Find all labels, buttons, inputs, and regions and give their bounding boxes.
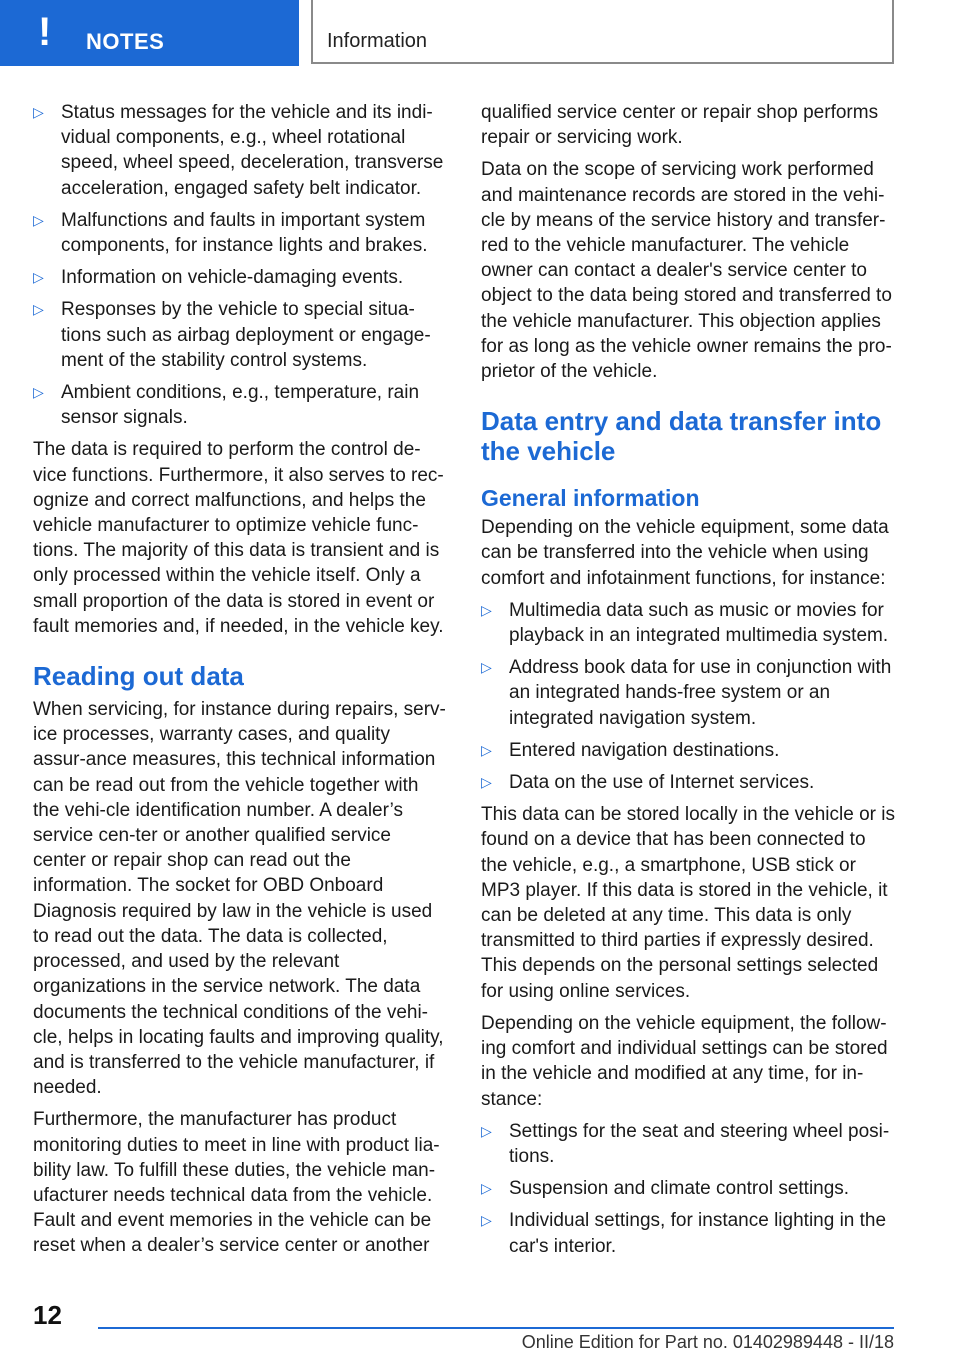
section-heading: Data entry and data transfer into the vehicle — [481, 406, 882, 467]
section-heading: Reading out data — [33, 661, 244, 692]
triangle-bullet-icon: ▷ — [481, 601, 492, 618]
triangle-bullet-icon: ▷ — [481, 1180, 492, 1197]
list-item: ▷ Malfunctions and faults in important system components, for instance lights and brakes. — [33, 209, 428, 257]
section-label: Information — [327, 30, 428, 52]
paragraph: This data can be stored locally in the vehicle or is found on a device that has been connected to the vehicle, e.g., a smartphone, USB stick or MP3 player. If this data is stored in the vehicle, it can be deleted at any time. This data is only transmitted to third parties if expressly desired. This depends on the personal settings selected for using online services. — [481, 804, 895, 1002]
triangle-bullet-icon: ▷ — [33, 104, 44, 120]
triangle-bullet-icon: ▷ — [481, 1122, 492, 1139]
notes-label: NOTES — [86, 29, 165, 54]
subsection-heading: General information — [481, 485, 700, 512]
bullet-list — [481, 598, 895, 795]
list-item: ▷ Data on the use of Internet services. — [481, 772, 815, 794]
paragraph: The data is required to perform the control de‐vice functions. Furthermore, it also serves to rec‐ognize and correct malfunctions, and helps the vehicle manufacturer to optimize vehicle func‐tions. The majority of this data is transient and is only processed within the vehicle itself. Only a small proportion of the data is stored in event or fault memories and, if needed, in the vehicle key. — [33, 439, 444, 637]
list-item: ▷ Ambient conditions, e.g., temperature, rain sensor signals. — [33, 382, 420, 429]
footer-edition-text: Online Edition for Part no. 01402989448 - II/18 — [521, 1332, 894, 1352]
footer-divider — [98, 1327, 894, 1329]
triangle-bullet-icon: ▷ — [33, 211, 44, 228]
triangle-bullet-icon: ▷ — [33, 384, 44, 401]
paragraph: qualified service center or repair shop performs repair or servicing work. — [481, 102, 879, 149]
paragraph: When servicing, for instance during repairs, serv‐ice processes, warranty cases, and quality assur‐ance measures, this technical information can be read out from the vehicle together with the vehi‐cle identification number. A dealer’s service cen‐ter or another qualified service center or repair shop can read out the information. The socket for OBD Onboard Diagnosis required by law in the vehicle is used to read out the data. The data is collected, processed, and used by the relevant organizations in the service network. The data documents the technical conditions of the vehi‐cle, helps in locating faults and improving quality, and is transferred to the vehicle manufacturer, if needed. — [33, 699, 446, 1099]
notes-tab — [0, 0, 299, 66]
bullet-list — [33, 100, 447, 430]
list-item: ▷ Multimedia data such as music or movies for playback in an integrated multimedia system. — [481, 599, 889, 647]
triangle-bullet-icon: ▷ — [481, 774, 492, 791]
paragraph: Data on the scope of servicing work performed and maintenance records are stored in the vehi‐cle by means of the service history and transfer‐red to the vehicle manufacturer. The vehicle owner can contact a dealer's service center to object to the data being stored and transferred to the vehicle manufacturer. This objection applies for as long as the vehicle owner remains the pro‐prietor of the vehicle. — [481, 159, 892, 383]
list-item: ▷ Entered navigation destinations. — [481, 739, 780, 761]
list-item: ▷ Responses by the vehicle to special situa‐tions such as airbag deployment or engage‐ment of the stability control systems. — [33, 299, 431, 371]
paragraph: Depending on the vehicle equipment, the follow‐ing comfort and individual settings can be stored in the vehicle and modified at any time, for in‐stance: — [481, 1012, 888, 1110]
exclamation-icon: ! — [38, 10, 52, 54]
triangle-bullet-icon: ▷ — [481, 659, 492, 676]
list-item: ▷ Status messages for the vehicle and its indi‐vidual components, e.g., wheel rotational speed, wheel speed, deceleration, transverse acceleration, engaged safety belt indicator. — [33, 102, 444, 199]
triangle-bullet-icon: ▷ — [33, 301, 44, 318]
left-column — [33, 100, 447, 1266]
right-column — [481, 100, 895, 1266]
list-item: ▷ Individual settings, for instance lighting in the car's interior. — [481, 1210, 887, 1257]
page-header — [0, 0, 960, 66]
triangle-bullet-icon: ▷ — [33, 269, 44, 286]
list-item: ▷ Address book data for use in conjunction with an integrated hands-free system or an integrated navigation system. — [481, 657, 892, 729]
triangle-bullet-icon: ▷ — [481, 741, 492, 758]
paragraph: Depending on the vehicle equipment, some data can be transferred into the vehicle when using comfort and infotainment functions, for instance: — [481, 517, 889, 589]
list-item: ▷ Settings for the seat and steering wheel posi‐tions. — [481, 1120, 890, 1167]
paragraph: Furthermore, the manufacturer has product monitoring duties to meet in line with product lia‐bility law. To fulfill these duties, the vehicle man‐ufacturer needs technical data from the vehicle. Fault and event memories in the vehicle can be reset when a dealer’s service center or another — [33, 1109, 440, 1257]
triangle-bullet-icon: ▷ — [481, 1212, 492, 1229]
bullet-list — [481, 1119, 895, 1259]
section-tab — [311, 0, 894, 64]
page-number: 12 — [33, 1300, 62, 1330]
list-item: ▷ Information on vehicle-damaging events. — [33, 267, 404, 289]
list-item: ▷ Suspension and climate control settings. — [481, 1178, 850, 1200]
